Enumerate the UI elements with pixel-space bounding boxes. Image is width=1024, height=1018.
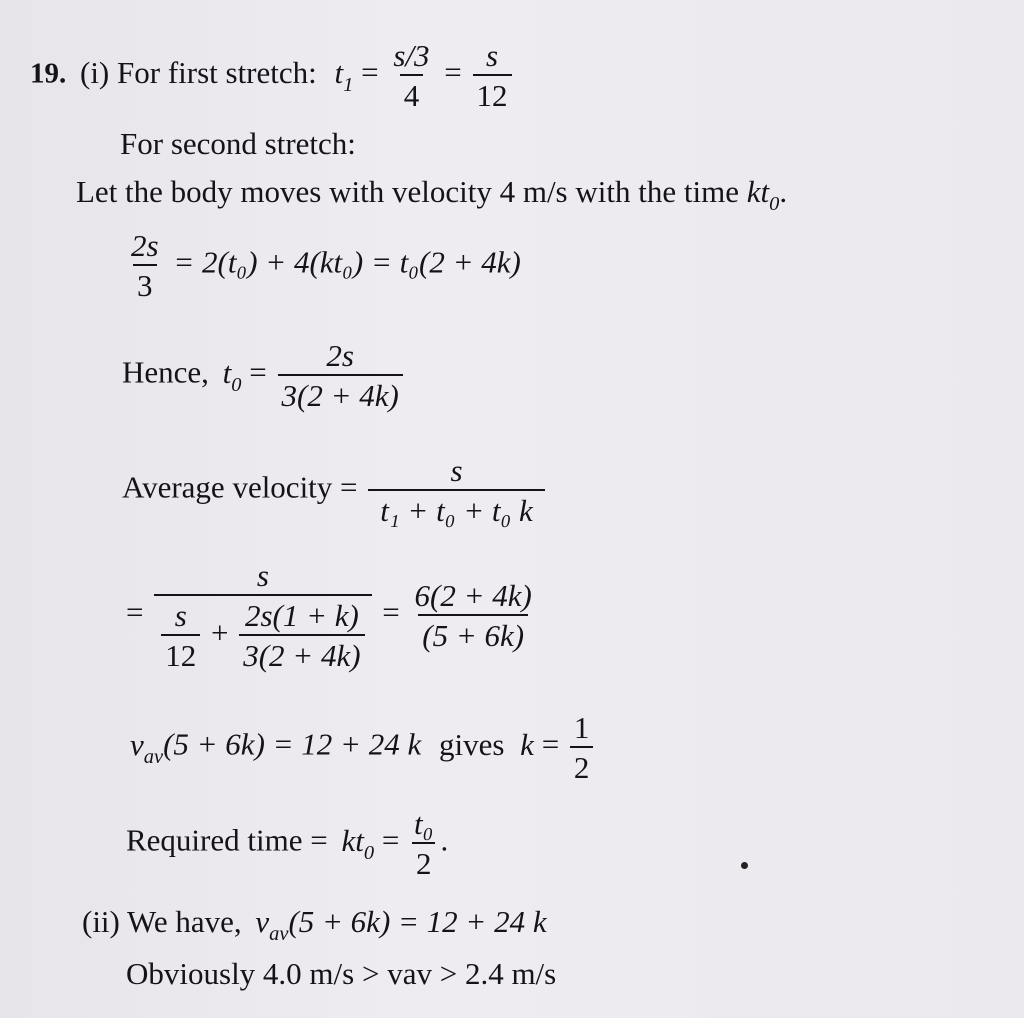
compound-result-fraction (411, 580, 536, 651)
let-body-text: Let the body moves with velocity 4 m/s with the time (76, 174, 739, 209)
t1-numerator: s/3 (393, 38, 430, 73)
den-b-denominator: 3(2 + 4k) (239, 634, 364, 671)
kt0-required-symbol: $kt_0$ (341, 822, 375, 864)
hence-denominator: 3(2 + 4k) (278, 374, 403, 411)
hence-fraction (278, 340, 403, 411)
second-stretch-label: For second stretch: (120, 126, 356, 161)
let-body-line: Let the body moves with velocity 4 m/s with the time $kt_0$. (76, 174, 788, 215)
t0-symbol: $t_0$ (222, 354, 242, 396)
t1-result-numerator: s (485, 38, 499, 73)
compound-fraction (154, 560, 371, 671)
equation-1 (124, 230, 521, 301)
hence-label: Hence, (122, 354, 209, 390)
hence-numerator: 2s (326, 338, 354, 373)
hence-line: Hence, $t_0$ = $\frac{2s}{3(2 + 4k)}$ (122, 340, 406, 411)
compound-numerator: s (256, 558, 269, 593)
average-velocity-fraction (368, 455, 545, 526)
compound-result-denominator: (5 + 6k) (418, 614, 528, 651)
gives-text: gives (438, 726, 505, 762)
den-a-numerator: s (174, 598, 187, 633)
part-ii-label: (ii) We have, (82, 904, 242, 939)
part-i-label: (i) For first stretch: (80, 54, 317, 90)
k-symbol: k (520, 726, 534, 762)
k-numerator: 1 (573, 710, 590, 745)
eq1-lhs-denominator: 3 (133, 264, 157, 301)
required-time-label: Required time = (126, 822, 328, 858)
compound-equation: = s $\frac{s}{12}$ + $\frac{2s(1 + k)}{3(2 + 4k)}$ = $\frac{6(2 + 4k)}{(5 + 6k)}$ (126, 560, 539, 671)
t1-denominator: 4 (400, 74, 424, 111)
t1-fraction (389, 40, 433, 111)
required-time-line: Required time = $kt_0$ = $\frac{\text{t₀}}{2}$ . (126, 806, 449, 881)
average-velocity-label: Average velocity = (122, 469, 358, 505)
den-a-fraction (161, 600, 200, 671)
average-velocity-denominator: t₁ + t₀ + t₀ k (368, 489, 545, 526)
compound-result-numerator: 6(2 + 4k) (414, 578, 532, 613)
vav-expression: (5 + 6k) = 12 + 24 k (163, 726, 422, 762)
vav-symbol-ii: $v_{av}$ (255, 904, 289, 945)
t1-symbol: $t_1$ (334, 54, 354, 96)
required-time-denominator: 2 (412, 842, 436, 879)
part-i-line: 19. (i) For first stretch: $t_1$ = $\frac{s/3}{4}$ = $\frac{s}{12}$ (30, 40, 515, 111)
k-fraction (570, 712, 594, 783)
average-velocity-line (122, 455, 548, 526)
compound-denominator: $\frac{s}{12}$ + $\frac{2s(1 + k)}{3(2 + 4k)}$ (154, 594, 371, 671)
part-ii-expression: (5 + 6k) = 12 + 24 k (288, 904, 547, 939)
part-ii-line (82, 904, 547, 945)
average-velocity-numerator: s (450, 453, 463, 488)
obviously-line: Obviously 4.0 m/s > vav > 2.4 m/s (126, 956, 557, 991)
required-time-numerator: t₀ (414, 806, 434, 841)
vav-symbol: $v_{av}$ (130, 726, 164, 768)
eq1-lhs-numerator: 2s (131, 228, 159, 263)
den-b-numerator: 2s(1 + k) (244, 598, 359, 633)
t1-result-fraction (473, 40, 512, 111)
eq1-lhs-fraction (127, 230, 163, 301)
den-b-fraction (239, 600, 364, 671)
kt0-symbol: $kt_0$ (746, 174, 780, 215)
problem-number: 19. (30, 57, 67, 90)
eq1-rhs: = 2(t₀) + 4(kt₀) = t₀(2 + 4k) (173, 244, 521, 280)
vav-line: $v_{av}(5 + 6k) = 12 + 24$ k gives k = $\frac{1}{2}$ (130, 712, 596, 783)
k-denominator: 2 (570, 746, 594, 783)
page-speck (741, 862, 748, 869)
den-a-denominator: 12 (161, 634, 200, 671)
t1-result-denominator: 12 (473, 74, 512, 111)
required-time-fraction (410, 808, 437, 879)
